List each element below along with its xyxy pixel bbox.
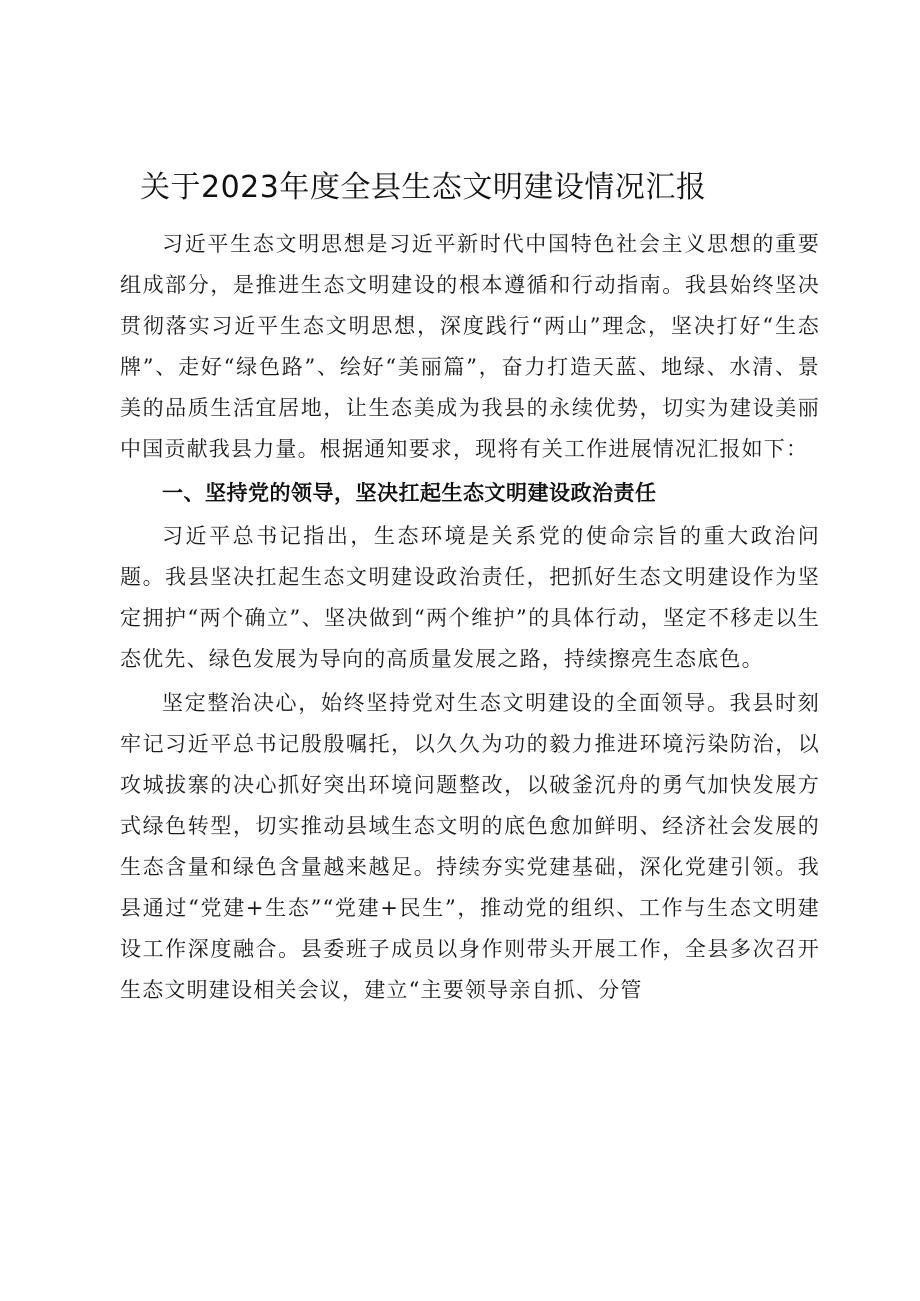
intro-paragraph: 习近平生态文明思想是习近平新时代中国特色社会主义思想的重要组成部分，是推进生态文明建设的根本遵循和行动指南。我县始终坚决贯彻落实习近平生态文明思想，深度践行“两山”理念，坚决打好“生态牌”、走好“绿色路”、绘好“美丽篇”，奋力打造天蓝、地绿、水清、景美的品质生活宜居地，让生态美成为我县的永续优势，切实为建设美丽中国贡献我县力量。根据通知要求，现将有关工作进展情况汇报如下： [120, 232, 820, 461]
section-paragraph: 习近平总书记指出，生态环境是关系党的使命宗旨的重大政治问题。我县坚决扛起生态文明建设政治责任，把抓好生态文明建设作为坚定拥护“两个确立”、坚决做到“两个维护”的具体行动，坚定不移走以生态优先、绿色发展为导向的高质量发展之路，持续擦亮生态底色。 [120, 524, 820, 671]
section-heading: 一、坚持党的领导，坚决扛起生态文明建设政治责任 [162, 481, 657, 505]
section-paragraph: 坚定整治决心，始终坚持党对生态文明建设的全面领导。我县时刻牢记习近平总书记殷殷嘱托，以久久为功的毅力推进环境污染防治，以攻城拔寨的决心抓好突出环境问题整改，以破釜沉舟的勇气加快发展方式绿色转型，切实推动县域生态文明的底色愈加鲜明、经济社会发展的生态含量和绿色含量越来越足。持续夯实党建基础，深化党建引领。我县通过“党建+生态”“党建+民生”，推动党的组织、工作与生态文明建设工作深度融合。县委班子成员以身作则带头开展工作，全县多次召开生态文明建设相关会议，建立“主要领导亲自抓、分管 [120, 691, 820, 1002]
document-title: 关于2023年度全县生态文明建设情况汇报 [140, 170, 707, 205]
document-body [120, 224, 820, 1011]
